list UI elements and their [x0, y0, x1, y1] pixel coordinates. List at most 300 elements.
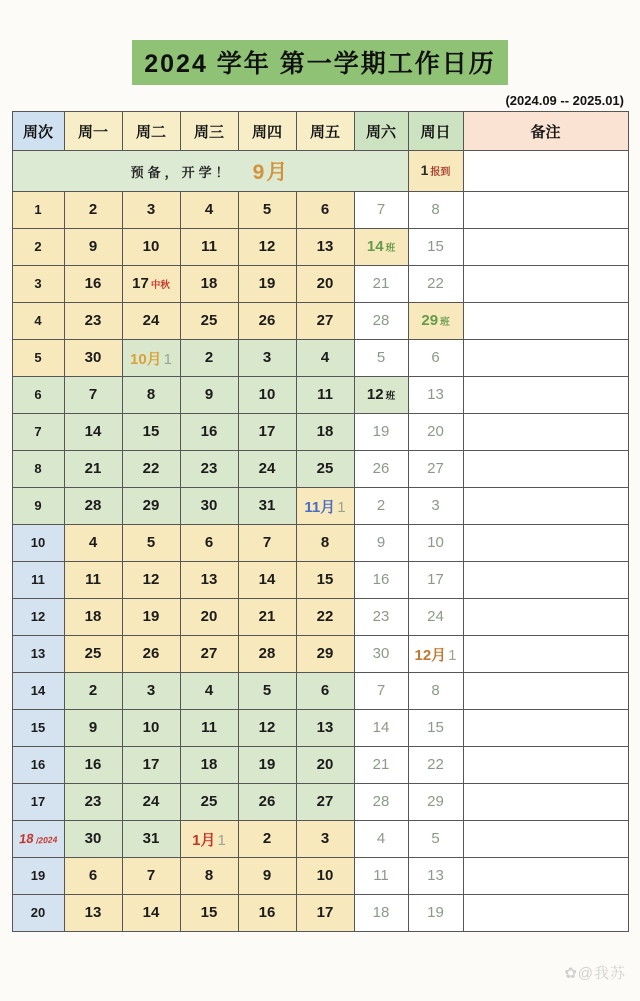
cell-text: 21	[372, 756, 390, 773]
cell-text: 12	[142, 571, 160, 588]
day-cell	[408, 710, 463, 747]
day-cell	[408, 747, 463, 784]
cell-text: 7	[376, 682, 386, 699]
day-cell	[408, 784, 463, 821]
cell-text: 14	[258, 571, 276, 588]
cell-text: 2	[34, 239, 42, 254]
cell-text: 6	[88, 867, 98, 884]
cell-text: 31	[258, 497, 276, 514]
remark-cell	[463, 562, 628, 599]
week-row	[12, 377, 628, 414]
cell-text: 20	[316, 756, 334, 773]
week-row	[12, 821, 628, 858]
cell-text: 13	[200, 571, 218, 588]
cell-text: 15	[200, 904, 218, 921]
day-cell	[408, 562, 463, 599]
cell-text: 22	[427, 275, 444, 292]
cell-text: 10	[258, 386, 276, 403]
day-cell	[64, 414, 122, 451]
day-cell	[64, 451, 122, 488]
cell-text: 14	[30, 683, 46, 698]
week-row	[12, 784, 628, 821]
day-cell	[296, 525, 354, 562]
cell-text: 11	[373, 867, 389, 884]
date-range-subtitle: (2024.09 -- 2025.01)	[505, 93, 624, 108]
cell-text: 26	[258, 793, 276, 810]
cell-text: 班	[385, 243, 396, 254]
remark-cell	[463, 673, 628, 710]
day-cell	[238, 414, 296, 451]
cell-text: 13	[316, 238, 334, 255]
day-cell	[408, 488, 463, 525]
cell-text: 23	[84, 312, 102, 329]
day-cell	[122, 562, 180, 599]
day-cell	[180, 488, 238, 525]
cell-text: 24	[258, 460, 276, 477]
day-cell	[64, 821, 122, 858]
cell-text: 27	[200, 645, 218, 662]
remark-cell	[463, 414, 628, 451]
cell-text: 3	[146, 682, 156, 699]
day-cell	[354, 488, 408, 525]
day-cell	[180, 340, 238, 377]
cell-text: 17	[142, 756, 160, 773]
cell-text: 29	[421, 312, 439, 329]
day-cell	[296, 784, 354, 821]
day-cell	[64, 340, 122, 377]
cell-text: 11	[31, 572, 45, 587]
cell-text: 27	[316, 793, 334, 810]
cell-text: 18	[18, 830, 34, 847]
cell-text: 10	[142, 238, 160, 255]
cell-text: 15	[427, 719, 444, 736]
day-cell	[238, 747, 296, 784]
cell-text: 14	[372, 719, 390, 736]
week-row	[12, 895, 628, 932]
day-cell	[238, 710, 296, 747]
cell-text: 14	[84, 423, 102, 440]
day-cell	[180, 562, 238, 599]
cell-text: 30	[84, 349, 102, 366]
remark-cell	[463, 192, 628, 229]
cell-text: 8	[204, 867, 214, 884]
cell-text: 18	[372, 904, 390, 921]
day-cell	[296, 673, 354, 710]
cell-text: 5	[34, 350, 42, 365]
cell-text: 9	[88, 719, 98, 736]
day-cell	[408, 303, 463, 340]
cell-text: 16	[372, 571, 390, 588]
cell-text: 8	[431, 682, 440, 699]
semester-start-note: 预备，开学！	[130, 164, 233, 180]
cell-text: 4	[204, 201, 214, 218]
day-cell	[122, 747, 180, 784]
day-cell	[408, 636, 463, 673]
cell-text: 25	[200, 312, 218, 329]
cell-text: 7	[34, 424, 42, 439]
remark-cell	[463, 229, 628, 266]
cell-text: 15	[142, 423, 160, 440]
remark-cell	[463, 895, 628, 932]
cell-text: 13	[316, 719, 334, 736]
day-cell	[122, 340, 180, 377]
cell-text: 19	[427, 904, 444, 921]
day-cell	[180, 266, 238, 303]
cell-text: 6	[34, 387, 42, 402]
col-header-wed: 周三	[180, 112, 238, 151]
title-bar	[0, 40, 640, 85]
cell-text: 11	[317, 386, 333, 403]
day-cell	[180, 858, 238, 895]
week-number-cell	[12, 784, 64, 821]
day-cell	[64, 525, 122, 562]
cell-text: 23	[200, 460, 218, 477]
cell-text: 4	[88, 534, 98, 551]
remark-cell	[463, 858, 628, 895]
cell-text: 2	[376, 497, 386, 514]
day-cell	[354, 821, 408, 858]
day-cell	[238, 599, 296, 636]
cell-text: 26	[258, 312, 276, 329]
cell-text: 20	[30, 905, 46, 920]
week-row	[12, 747, 628, 784]
cell-text: 20	[316, 275, 334, 292]
semester-calendar-table	[12, 111, 629, 932]
cell-text: 12	[366, 386, 384, 403]
cell-text: 12	[30, 609, 46, 624]
week-number-cell	[12, 562, 64, 599]
cell-text: 27	[427, 460, 444, 477]
day-cell	[296, 747, 354, 784]
day-cell	[354, 229, 408, 266]
cell-text: 3	[431, 497, 440, 514]
day-cell	[238, 451, 296, 488]
cell-text: 16	[200, 423, 218, 440]
cell-text: 18	[316, 423, 334, 440]
day-cell	[64, 636, 122, 673]
day-cell	[64, 303, 122, 340]
day-cell	[64, 377, 122, 414]
cell-text: 5	[431, 830, 440, 847]
cell-text: 22	[142, 460, 160, 477]
day-cell	[408, 821, 463, 858]
day-cell	[408, 673, 463, 710]
cell-text: 5	[262, 682, 272, 699]
remark-cell	[463, 525, 628, 562]
cell-text: 11月	[304, 498, 336, 516]
day-cell	[238, 377, 296, 414]
page-title: 2024 学年 第一学期工作日历	[132, 40, 508, 85]
day-cell	[296, 266, 354, 303]
cell-text: 17	[427, 571, 444, 588]
cell-text: 4	[204, 682, 214, 699]
day-cell	[296, 562, 354, 599]
cell-text: 1	[34, 202, 42, 217]
col-header-mon: 周一	[64, 112, 122, 151]
cell-text: 4	[34, 313, 42, 328]
cell-text: 班	[440, 317, 450, 328]
remark-cell	[463, 377, 628, 414]
day-cell	[296, 599, 354, 636]
cell-text: 13	[84, 904, 102, 921]
day-cell	[64, 192, 122, 229]
cell-text: 6	[431, 349, 440, 366]
col-header-tue: 周二	[122, 112, 180, 151]
day-cell	[64, 747, 122, 784]
cell-text: 19	[258, 756, 276, 773]
week-number-cell	[12, 451, 64, 488]
cell-text: 2	[88, 682, 98, 699]
cell-text: 13	[427, 386, 444, 403]
day-cell	[180, 895, 238, 932]
day-cell	[122, 414, 180, 451]
day-cell	[354, 451, 408, 488]
cell-text: 2	[262, 830, 272, 847]
cell-text: 9	[34, 498, 42, 513]
day-cell	[122, 377, 180, 414]
remark-cell	[463, 488, 628, 525]
day-cell	[238, 192, 296, 229]
cell-text: 8	[34, 461, 42, 476]
cell-text: 9	[204, 386, 214, 403]
cell-text: 16	[30, 757, 46, 772]
cell-text: 10	[427, 534, 444, 551]
cell-text: 3	[146, 201, 156, 218]
cell-text: 28	[372, 312, 390, 329]
day-cell	[64, 784, 122, 821]
cell-text: 9	[88, 238, 98, 255]
week-number-cell	[12, 895, 64, 932]
cell-text: 1月	[192, 831, 216, 849]
cell-text: 5	[376, 349, 386, 366]
day-cell	[238, 266, 296, 303]
week-row	[12, 451, 628, 488]
week-row	[12, 266, 628, 303]
cell-text: 8	[431, 201, 440, 218]
day-cell	[354, 562, 408, 599]
day-cell	[296, 414, 354, 451]
day-cell	[238, 229, 296, 266]
day-cell	[122, 488, 180, 525]
cell-text: 28	[372, 793, 390, 810]
header-row	[12, 112, 628, 151]
col-header-week: 周次	[12, 112, 64, 151]
day-cell	[354, 340, 408, 377]
cell-text: 11	[201, 719, 217, 736]
remark-cell	[463, 303, 628, 340]
week-number-cell	[12, 673, 64, 710]
day-cell	[180, 303, 238, 340]
week-row	[12, 229, 628, 266]
cell-text: 19	[142, 608, 160, 625]
day-cell	[64, 895, 122, 932]
day-cell	[354, 599, 408, 636]
cell-text: 21	[258, 608, 276, 625]
cell-text: 1	[448, 646, 457, 664]
cell-text: 10	[30, 535, 46, 550]
day-cell	[354, 747, 408, 784]
day-cell	[180, 821, 238, 858]
cell-text: 17	[30, 794, 46, 809]
day-cell	[64, 266, 122, 303]
day-cell	[180, 747, 238, 784]
cell-text: 29	[142, 497, 160, 514]
col-header-sat: 周六	[354, 112, 408, 151]
day-cell	[238, 525, 296, 562]
cell-text: 10	[142, 719, 160, 736]
week-number-cell	[12, 377, 64, 414]
day-cell	[122, 303, 180, 340]
day-cell	[180, 599, 238, 636]
day-cell	[296, 488, 354, 525]
cell-text: 14	[366, 238, 384, 255]
cell-text: 7	[376, 201, 386, 218]
day-cell	[408, 340, 463, 377]
day-cell	[238, 821, 296, 858]
remark-cell	[463, 710, 628, 747]
day-cell	[238, 636, 296, 673]
checkin-day: 1	[420, 162, 429, 178]
day-cell	[180, 710, 238, 747]
day-cell	[238, 340, 296, 377]
day-cell	[180, 451, 238, 488]
day-cell	[122, 821, 180, 858]
week-number-cell	[12, 636, 64, 673]
day-cell	[238, 562, 296, 599]
cell-text: 3	[320, 830, 330, 847]
week-row	[12, 858, 628, 895]
col-header-thu: 周四	[238, 112, 296, 151]
remark-cell	[463, 784, 628, 821]
cell-text: 12	[258, 238, 276, 255]
day-cell	[64, 229, 122, 266]
cell-text: 16	[84, 275, 102, 292]
week-number-cell	[12, 488, 64, 525]
cell-text: 19	[30, 868, 46, 883]
day-cell	[296, 303, 354, 340]
cell-text: 11	[201, 238, 217, 255]
week-row	[12, 340, 628, 377]
week-row	[12, 303, 628, 340]
checkin-tag: 报到	[430, 167, 451, 178]
day-cell	[64, 858, 122, 895]
september-month-label: 9月	[252, 161, 290, 184]
cell-text: 21	[84, 460, 102, 477]
day-cell	[122, 710, 180, 747]
banner-content	[13, 156, 408, 186]
day-cell	[354, 673, 408, 710]
cell-text: 1	[217, 831, 226, 849]
cell-text: 11	[85, 571, 101, 588]
remark-cell	[463, 636, 628, 673]
cell-text: 27	[316, 312, 334, 329]
day-cell	[180, 525, 238, 562]
cell-text: /2024	[35, 834, 58, 846]
day-cell	[408, 858, 463, 895]
week-row	[12, 673, 628, 710]
day-cell	[122, 525, 180, 562]
day-cell	[296, 895, 354, 932]
cell-text: 23	[84, 793, 102, 810]
day-cell	[180, 784, 238, 821]
cell-text: 20	[200, 608, 218, 625]
cell-text: 31	[142, 830, 160, 847]
day-cell	[180, 377, 238, 414]
cell-text: 班	[385, 391, 396, 402]
day-cell	[354, 303, 408, 340]
day-cell	[296, 229, 354, 266]
remark-cell	[463, 340, 628, 377]
checkin-cell	[408, 151, 463, 192]
day-cell	[238, 895, 296, 932]
cell-text: 19	[372, 423, 390, 440]
week-number-cell	[12, 266, 64, 303]
day-cell	[354, 266, 408, 303]
cell-text: 5	[146, 534, 156, 551]
day-cell	[296, 821, 354, 858]
cell-text: 30	[200, 497, 218, 514]
day-cell	[354, 525, 408, 562]
cell-text: 17	[316, 904, 334, 921]
week-number-cell	[12, 525, 64, 562]
day-cell	[122, 858, 180, 895]
cell-text: 13	[427, 867, 444, 884]
week-number-cell	[12, 710, 64, 747]
cell-text: 29	[427, 793, 444, 810]
day-cell	[238, 673, 296, 710]
day-cell	[354, 895, 408, 932]
day-cell	[238, 488, 296, 525]
remark-cell	[463, 821, 628, 858]
cell-text: 2	[204, 349, 214, 366]
day-cell	[354, 858, 408, 895]
week-number-cell	[12, 303, 64, 340]
cell-text: 6	[320, 682, 330, 699]
cell-text: 10	[316, 867, 334, 884]
cell-text: 8	[320, 534, 330, 551]
day-cell	[354, 192, 408, 229]
day-cell	[64, 562, 122, 599]
day-cell	[122, 192, 180, 229]
remark-cell	[463, 599, 628, 636]
cell-text: 25	[200, 793, 218, 810]
day-cell	[296, 858, 354, 895]
day-cell	[64, 488, 122, 525]
remark-cell	[463, 747, 628, 784]
cell-text: 16	[84, 756, 102, 773]
cell-text: 9	[262, 867, 272, 884]
cell-text: 15	[30, 720, 46, 735]
day-cell	[180, 414, 238, 451]
day-cell	[354, 377, 408, 414]
day-cell	[64, 599, 122, 636]
cell-text: 3	[262, 349, 272, 366]
day-cell	[354, 414, 408, 451]
day-cell	[122, 673, 180, 710]
col-header-sun: 周日	[408, 112, 463, 151]
cell-text: 18	[200, 756, 218, 773]
day-cell	[296, 636, 354, 673]
cell-text: 18	[84, 608, 102, 625]
cell-text: 5	[262, 201, 272, 218]
cell-text: 26	[372, 460, 390, 477]
cell-text: 25	[84, 645, 102, 662]
calendar-body	[12, 151, 628, 932]
cell-text: 23	[372, 608, 390, 625]
week-row	[12, 488, 628, 525]
cell-text: 28	[84, 497, 102, 514]
cell-text: 18	[200, 275, 218, 292]
